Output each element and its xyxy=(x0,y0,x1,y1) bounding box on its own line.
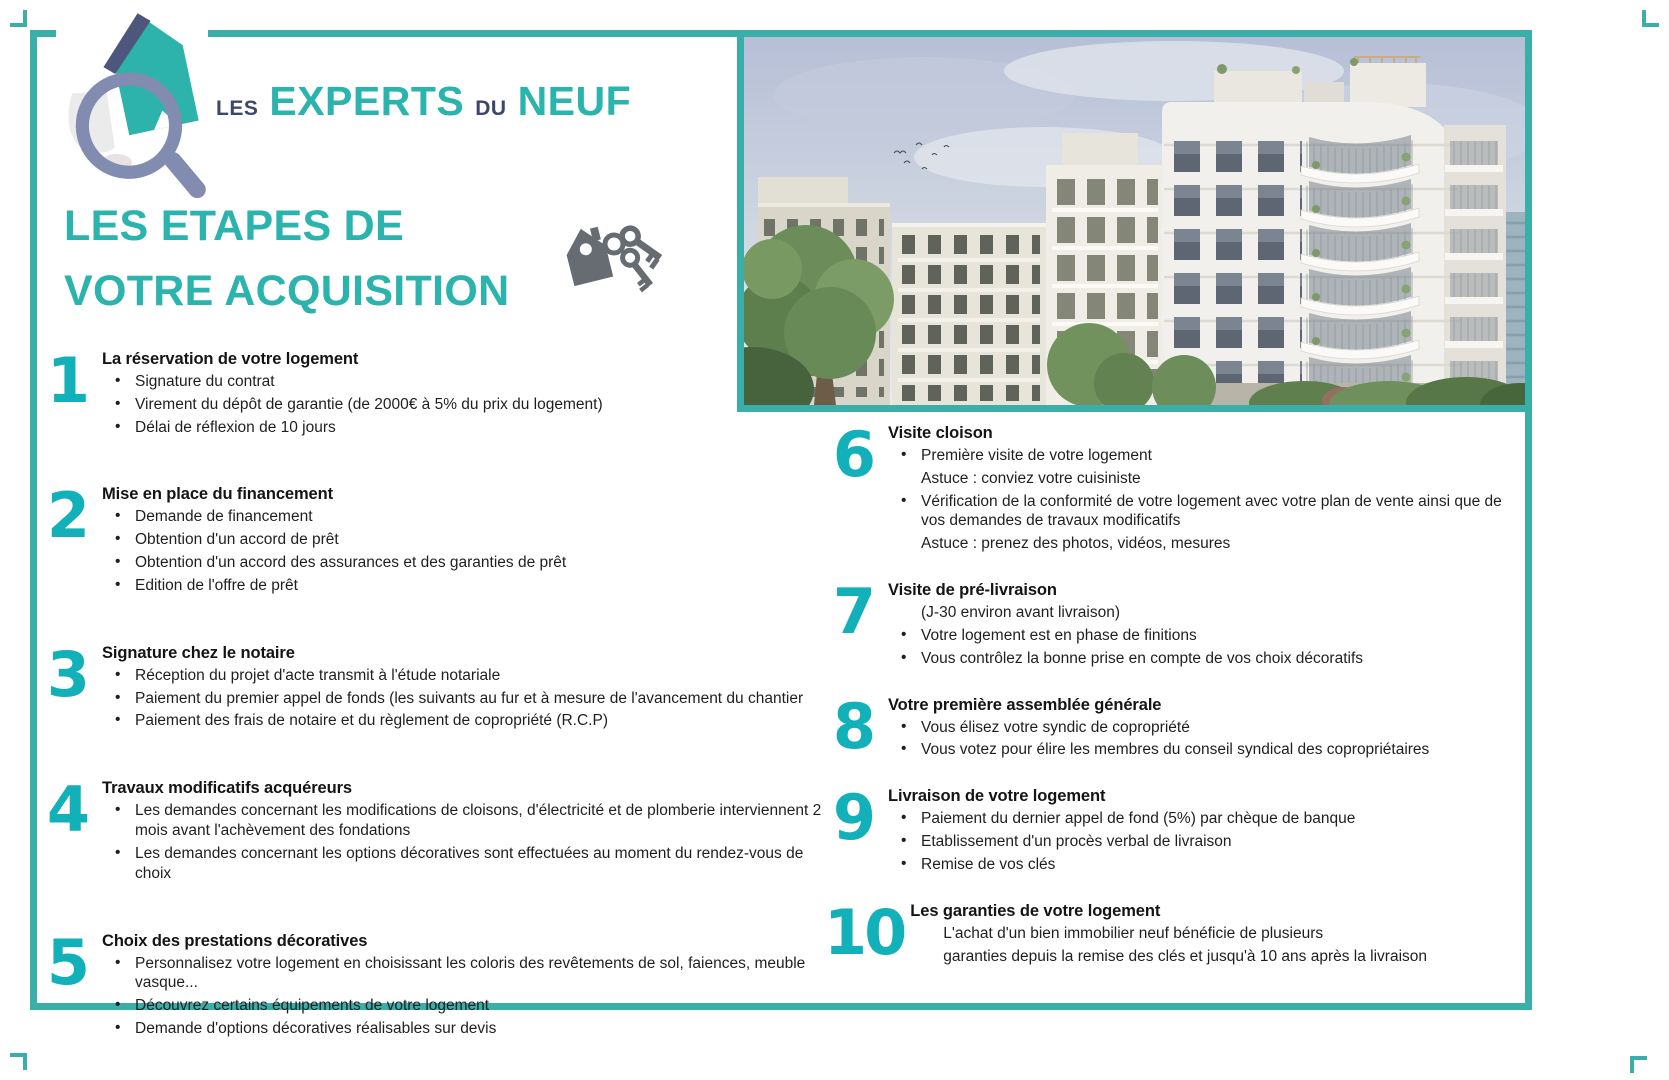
step-list xyxy=(102,507,843,595)
steps-column-right xyxy=(824,418,1526,969)
step-body xyxy=(888,787,1526,877)
step-10 xyxy=(824,895,1526,970)
step-body xyxy=(910,902,1526,970)
step-item: • Vous élisez votre syndic de copropriété xyxy=(888,718,1526,738)
step-body xyxy=(102,779,843,886)
house-keys-icon xyxy=(558,216,678,300)
step-item: • Remise de vos clés xyxy=(888,855,1526,875)
step-item: • Edition de l'offre de prêt xyxy=(102,576,843,596)
building-photo-illustration xyxy=(744,37,1525,405)
step-item: • Paiement du dernier appel de fond (5%) par chèque de banque xyxy=(888,809,1526,829)
step-list xyxy=(888,603,1526,668)
steps-column-left xyxy=(38,344,843,1042)
step-number: 10 xyxy=(824,895,905,969)
step-item: • Obtention d'un accord de prêt xyxy=(102,530,843,550)
step-item: Astuce : prenez des photos, vidéos, mesures xyxy=(921,535,1231,553)
step-number: 5 xyxy=(46,925,88,999)
step-body xyxy=(102,932,843,1042)
logo-wordmark xyxy=(216,78,631,125)
step-heading: Visite cloison xyxy=(888,424,993,442)
step-heading: Signature chez le notaire xyxy=(102,643,295,662)
step-number: 9 xyxy=(832,781,874,855)
building-photo xyxy=(737,30,1532,412)
step-heading: Choix des prestations décoratives xyxy=(102,931,368,950)
step-4 xyxy=(38,773,843,886)
step-heading: Les garanties de votre logement xyxy=(910,901,1161,920)
page-title xyxy=(64,194,509,323)
step-1 xyxy=(38,344,843,440)
step-number: 4 xyxy=(46,773,88,847)
step-item: • Paiement des frais de notaire et du règlement de copropriété (R.C.P) xyxy=(102,711,843,731)
step-item: • Réception du projet d'acte transmit à l'étude notariale xyxy=(102,666,843,686)
step-item: • Première visite de votre logement xyxy=(888,446,1526,466)
step-heading: Mise en place du financement xyxy=(102,485,334,504)
step-item: • Délai de réflexion de 10 jours xyxy=(102,418,843,438)
step-item: • Demande d'options décoratives réalisables sur devis xyxy=(102,1019,843,1039)
step-6 xyxy=(824,418,1526,557)
step-list xyxy=(910,924,1526,967)
step-list xyxy=(102,666,843,731)
step-3 xyxy=(38,637,843,734)
corner-mark-top-left xyxy=(10,10,27,27)
step-item: • Votre logement est en phase de finitions xyxy=(888,626,1526,646)
step-number: 2 xyxy=(46,479,88,553)
step-list xyxy=(888,446,1526,554)
step-item: Astuce : conviez votre cuisiniste xyxy=(921,469,1141,487)
step-body xyxy=(888,581,1526,671)
step-body xyxy=(102,485,843,598)
step-item: • Vous votez pour élire les membres du conseil syndical des copropriétaires xyxy=(888,740,1526,760)
step-item: L'achat d'un bien immobilier neuf bénéficie de plusieurs xyxy=(943,924,1324,942)
step-item: • Etablissement d'un procès verbal de livraison xyxy=(888,832,1526,852)
step-2 xyxy=(38,479,843,598)
step-item: • Virement du dépôt de garantie (de 2000€ à 5% du prix du logement) xyxy=(102,395,843,415)
step-heading: La réservation de votre logement xyxy=(102,350,359,368)
corner-mark-bottom-right xyxy=(1630,1056,1647,1073)
step-list xyxy=(888,718,1526,761)
step-body xyxy=(888,696,1526,764)
step-item: • Découvrez certains équipements de votre logement xyxy=(102,996,843,1016)
step-item: • Obtention d'un accord des assurances et des garanties de prêt xyxy=(102,553,843,573)
corner-mark-bottom-left xyxy=(10,1053,27,1070)
step-number: 6 xyxy=(832,418,874,491)
step-list xyxy=(888,809,1526,874)
step-body xyxy=(102,350,843,440)
step-item: • Signature du contrat xyxy=(102,372,843,392)
logo-house-magnifier-icon xyxy=(56,0,208,198)
step-9 xyxy=(824,781,1526,877)
step-body xyxy=(102,644,843,734)
step-item: • Les demandes concernant les options décoratives sont effectuées au moment du rendez-vous de choix xyxy=(102,844,843,884)
step-7 xyxy=(824,575,1526,671)
step-item: • Paiement du premier appel de fonds (les suivants au fur et à mesure de l'avancement du chantier xyxy=(102,689,843,709)
step-number: 3 xyxy=(46,637,88,711)
step-number: 8 xyxy=(832,689,874,763)
logo-word-du: DU xyxy=(475,97,507,120)
step-heading: Visite de pré-livraison xyxy=(888,581,1057,600)
title-line-1: LES ETAPES DE xyxy=(64,202,405,250)
step-list xyxy=(102,954,843,1039)
step-8 xyxy=(824,689,1526,764)
logo-word-les: LES xyxy=(216,97,259,120)
logo-word-neuf: NEUF xyxy=(517,78,632,124)
step-5 xyxy=(38,925,843,1042)
step-heading: Travaux modificatifs acquéreurs xyxy=(102,779,352,798)
corner-mark-top-right xyxy=(1642,10,1659,27)
step-item: • Les demandes concernant les modifications de cloisons, d'électricité et de plomberie interviennent 2 mois avant l'achèvement des fondations xyxy=(102,801,843,841)
step-item: • Vérification de la conformité de votre logement avec votre plan de vente ainsi que de vos demandes de travaux modificatifs xyxy=(888,492,1526,532)
step-item: • Vous contrôlez la bonne prise en compte de vos choix décoratifs xyxy=(888,649,1526,669)
step-item: (J-30 environ avant livraison) xyxy=(921,604,1121,622)
step-number: 7 xyxy=(832,575,874,649)
step-heading: Livraison de votre logement xyxy=(888,787,1106,806)
step-list xyxy=(102,372,843,437)
step-heading: Votre première assemblée générale xyxy=(888,695,1162,714)
logo-word-experts: EXPERTS xyxy=(269,78,465,124)
title-line-2: VOTRE ACQUISITION xyxy=(64,266,510,315)
step-item: • Personnalisez votre logement en choisissant les coloris des revêtements de sol, faiences, meuble vasque... xyxy=(102,954,843,994)
step-body xyxy=(888,424,1526,557)
step-item: garanties depuis la remise des clés et jusqu'à 10 ans après la livraison xyxy=(943,947,1428,965)
step-list xyxy=(102,801,843,883)
step-item: • Demande de financement xyxy=(102,507,843,527)
step-number: 1 xyxy=(46,344,88,417)
